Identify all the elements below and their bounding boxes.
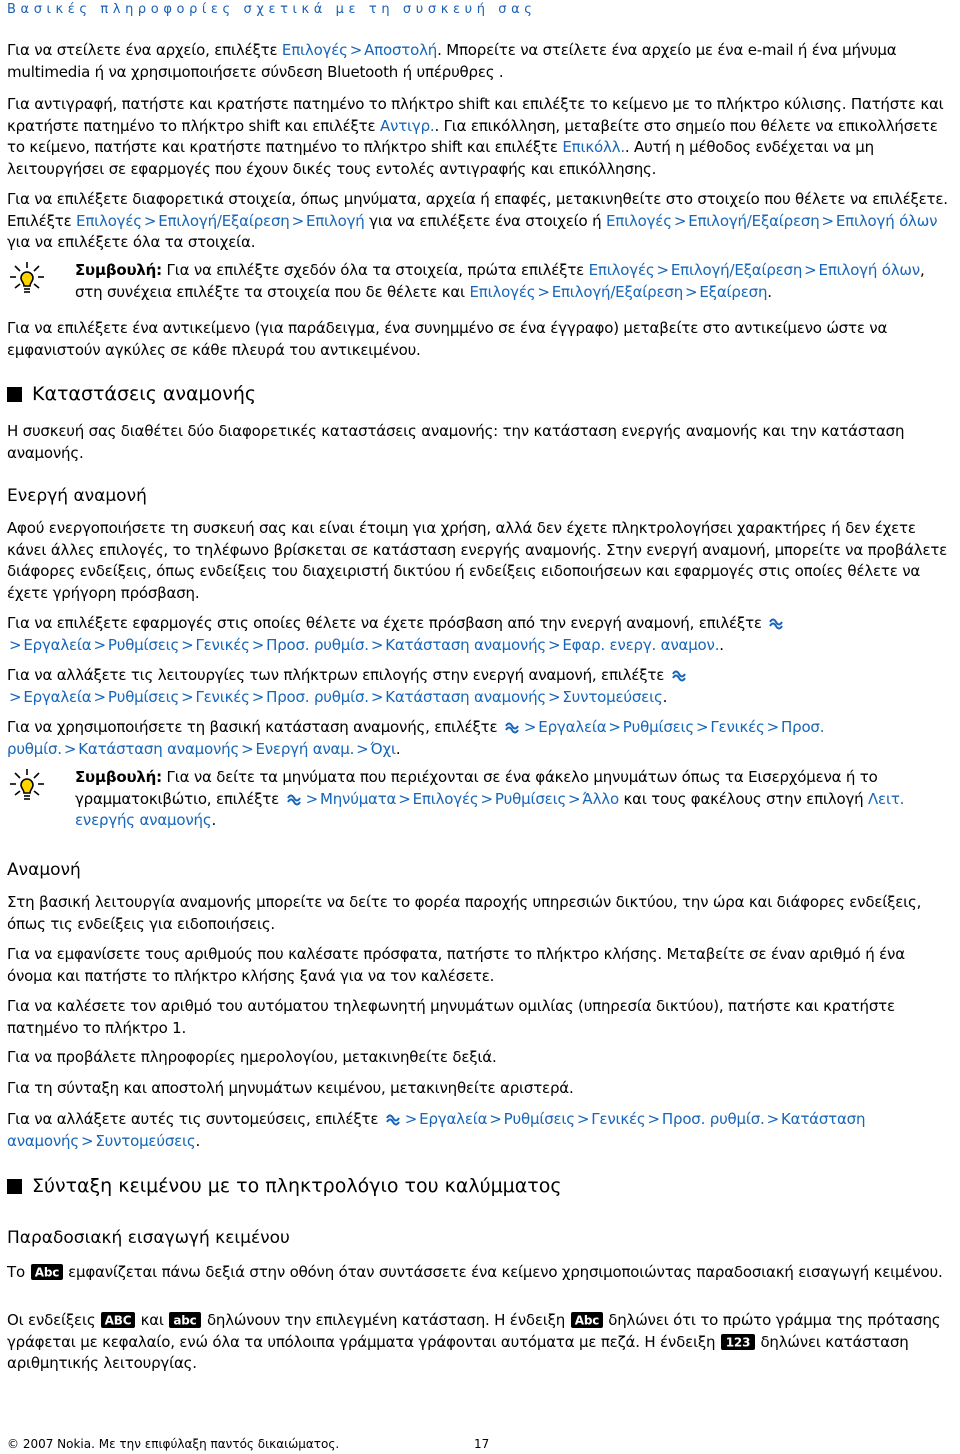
link-no[interactable]: Όχι bbox=[370, 739, 396, 758]
change-shortcuts-paragraph: Για να αλλάξετε αυτές τις συντομεύσεις, επιλέξτε > Εργαλεία > Ρυθμίσεις > Γενικές > Προσ. ρυθμίσ. > Κατάσταση αναμονής > Συντομεύσεις. bbox=[7, 1110, 866, 1150]
tip-box: Συμβουλή: Για να δείτε τα μηνύματα που περιέχονται σε ένα φάκελο μηνυμάτων όπως τα Εισερχόμενα ή το γραμματοκιβώτιο, επιλέξτε > Μηνύματα > Επιλογές > Ρυθμίσεις > Άλλο και τους φακέλους στην επιλογή Λειτ. ενεργής αναμονής. bbox=[7, 767, 953, 832]
menu-key-icon bbox=[286, 792, 302, 806]
link-general[interactable]: Γενικές bbox=[591, 1110, 646, 1128]
link-standby-mode[interactable]: Κατάσταση αναμονής bbox=[385, 687, 547, 706]
abc-mixed-icon bbox=[571, 1312, 603, 1328]
calendar-paragraph: Για να προβάλετε πληροφορίες ημερολογίου, μετακινηθείτε δεξιά. bbox=[7, 1048, 497, 1066]
send-file-paragraph: Για να στείλετε ένα αρχείο, επιλέξτε Επιλογές > Αποστολή. Μπορείτε να στείλετε ένα αρχείο με ένα e-mail ή ένα μήνυμα multimedia ή να χρησιμοποιήσετε σύνδεση Bluetooth ή υπέρυθρες . bbox=[7, 41, 897, 81]
link-general[interactable]: Γενικές bbox=[710, 718, 765, 736]
svg-text:Abc: Abc bbox=[34, 1265, 59, 1280]
link-paste[interactable]: Επικόλλ. bbox=[562, 138, 625, 156]
link-active-standby-mode[interactable]: Λειτ. ενεργής αναμονής bbox=[75, 789, 905, 829]
link-copy[interactable]: Αντιγρ. bbox=[379, 116, 435, 135]
link-personalization[interactable]: Προσ. ρυθμίσ. bbox=[266, 635, 369, 654]
lightbulb-icon bbox=[7, 767, 51, 809]
link-settings[interactable]: Ρυθμίσεις bbox=[503, 1110, 575, 1128]
link-tools[interactable]: Εργαλεία bbox=[23, 635, 92, 654]
link-options[interactable]: Επιλογές bbox=[412, 789, 479, 808]
svg-text:Abc: Abc bbox=[574, 1313, 599, 1328]
link-options[interactable]: Επιλογές bbox=[469, 282, 536, 301]
link-shortcuts[interactable]: Συντομεύσεις bbox=[562, 687, 663, 706]
link-personalization[interactable]: Προσ. ρυθμίσ. bbox=[661, 1110, 765, 1128]
menu-key-icon bbox=[768, 616, 784, 630]
link-settings[interactable]: Ρυθμίσεις bbox=[107, 635, 180, 654]
link-mark-all[interactable]: Επιλογή όλων bbox=[835, 211, 938, 230]
standby-paragraph: Στη βασική λειτουργία αναμονής μπορείτε να δείτε το φορέα παροχής υπηρεσιών δικτύου, την ώρα και διάφορες ενδείξεις, όπως τις ενδείξεις για ειδοποιήσεις. bbox=[7, 893, 922, 933]
link-standby-mode[interactable]: Κατάσταση αναμονής bbox=[385, 635, 547, 654]
link-settings[interactable]: Ρυθμίσεις bbox=[622, 718, 695, 736]
link-send[interactable]: Αποστολή bbox=[364, 41, 438, 59]
link-mark-unmark[interactable]: Επιλογή/Εξαίρεση bbox=[688, 211, 820, 230]
link-tools[interactable]: Εργαλεία bbox=[538, 718, 607, 736]
link-tools[interactable]: Εργαλεία bbox=[419, 1110, 488, 1128]
link-general[interactable]: Γενικές bbox=[195, 687, 250, 706]
link-mark[interactable]: Επιλογή bbox=[305, 211, 365, 230]
subheading-active-standby: Ενεργή αναμονή bbox=[7, 486, 147, 506]
menu-key-icon bbox=[504, 720, 520, 734]
active-standby-paragraph: Αφού ενεργοποιήσετε τη συσκευή σας και είναι έτοιμη για χρήση, αλλά δεν έχετε πληκτρολογήσει χαρακτήρες ή δεν έχετε κάνει άλλες επιλογές, το τηλέφωνο βρίσκεται σε κατάσταση ενεργής αναμονής. Στην ενεργή αναμονή, μπορείτε να προβάλετε διάφορες ενδείξεις, όπως ενδείξεις του διαχειριστή δικτύου ή ενδείξεις ειδοποιήσεων και εφαρμογές στις οποίες θέλετε να έχετε γρήγορη πρόσβαση. bbox=[7, 519, 948, 602]
active-apps-paragraph: Για να επιλέξετε εφαρμογές στις οποίες θέλετε να έχετε πρόσβαση από την ενεργή αναμονή, επιλέξτε > Εργαλεία > Ρυθμίσεις > Γενικές > Προσ. ρυθμίσ. > Κατάσταση αναμονής > Εφαρ. ενεργ. αναμον.. bbox=[7, 613, 953, 656]
subheading-traditional-input: Παραδοσιακή εισαγωγή κειμένου bbox=[7, 1228, 290, 1248]
link-options[interactable]: Επιλογές bbox=[605, 211, 672, 230]
menu-key-icon bbox=[671, 668, 687, 682]
select-object-paragraph: Για να επιλέξετε ένα αντικείμενο (για παράδειγμα, ένα συνημμένο σε ένα έγγραφο) μεταβείτε στο αντικείμενο ώστε να εμφανιστούν αγκύλες σε κάθε πλευρά του αντικειμένου. bbox=[7, 319, 888, 359]
link-general[interactable]: Γενικές bbox=[195, 635, 250, 654]
idle-modes-paragraph: Η συσκευή σας διαθέτει δύο διαφορετικές καταστάσεις αναμονής: την κατάσταση ενεργής αναμονής και την κατάσταση αναμονής. bbox=[7, 422, 905, 462]
abc-lower-icon bbox=[169, 1312, 201, 1328]
softkeys-paragraph: Για να αλλάξετε τις λειτουργίες των πλήκτρων επιλογής στην ενεργή αναμονή, επιλέξτε > Εργαλεία > Ρυθμίσεις > Γενικές > Προσ. ρυθμίσ. > Κατάσταση αναμονής > Συντομεύσεις. bbox=[7, 665, 953, 708]
section-square-icon bbox=[7, 1179, 22, 1194]
link-mark-unmark[interactable]: Επιλογή/Εξαίρεση bbox=[158, 211, 290, 230]
svg-text:ABC: ABC bbox=[104, 1313, 132, 1328]
abc-upper-icon bbox=[101, 1312, 135, 1328]
link-shortcuts[interactable]: Συντομεύσεις bbox=[95, 1131, 196, 1150]
traditional-indicator-paragraph: Το Abc εμφανίζεται πάνω δεξιά στην οθόνη όταν συντάσσετε ένα κείμενο χρησιμοποιώντας παραδοσιακή εισαγωγή κειμένου. bbox=[7, 1263, 943, 1281]
link-mark-all[interactable]: Επιλογή όλων bbox=[818, 261, 920, 279]
link-personalization[interactable]: Προσ. ρυθμίσ. bbox=[7, 718, 825, 758]
copyright-text: © 2007 Nokia. Με την επιφύλαξη παντός δικαιώματος. bbox=[7, 1437, 340, 1451]
link-active-standby-apps[interactable]: Εφαρ. ενεργ. αναμον. bbox=[562, 635, 720, 654]
numeric-mode-icon bbox=[721, 1334, 755, 1350]
page-header: Βασικές πληροφορίες σχετικά με τη συσκευή σας bbox=[7, 2, 537, 17]
link-options[interactable]: Επιλογές bbox=[588, 261, 655, 279]
link-options[interactable]: Επιλογές bbox=[281, 41, 348, 59]
page-number: 17 bbox=[474, 1437, 490, 1451]
link-other[interactable]: Άλλο bbox=[582, 789, 619, 808]
link-mark-unmark[interactable]: Επιλογή/Εξαίρεση bbox=[551, 282, 684, 301]
link-tools[interactable]: Εργαλεία bbox=[23, 687, 92, 706]
link-active-standby[interactable]: Ενεργή αναμ. bbox=[255, 739, 355, 758]
tip-label: Συμβουλή: bbox=[75, 261, 162, 279]
section-heading-idle: Καταστάσεις αναμονής bbox=[7, 381, 953, 407]
basic-standby-paragraph: Για να χρησιμοποιήσετε τη βασική κατάσταση αναμονής, επιλέξτε > Εργαλεία > Ρυθμίσεις > Γενικές > Προσ. ρυθμίσ. > Κατάσταση αναμονής > Ενεργή αναμ. > Όχι. bbox=[7, 718, 825, 758]
recent-calls-paragraph: Για να εμφανίσετε τους αριθμούς που καλέσατε πρόσφατα, πατήστε το πλήκτρο κλήσης. Μεταβείτε σε έναν αριθμό ή ένα όνομα και πατήστε το πλήκτρο κλήσης ξανά για να τον καλέσετε. bbox=[7, 945, 905, 985]
tip-box: Συμβουλή: Για να επιλέξτε σχεδόν όλα τα στοιχεία, πρώτα επιλέξτε Επιλογές > Επιλογή/Εξαίρεση > Επιλογή όλων, στη συνέχεια επιλέξτε τα στοιχεία που δε θέλετε και Επιλογές > Επιλογή/Εξαίρεση > Εξαίρεση. bbox=[7, 260, 953, 303]
link-personalization[interactable]: Προσ. ρυθμίσ. bbox=[266, 687, 369, 706]
lightbulb-icon bbox=[7, 260, 51, 302]
copy-paste-paragraph: Για αντιγραφή, πατήστε και κρατήστε πατημένο το πλήκτρο shift και επιλέξτε το κείμενο με το πλήκτρο κύλισης. Πατήστε και κρατήστε πατημένο το πλήκτρο shift και επιλέξτε Αντιγρ.. Για επικόλληση, μεταβείτε στο σημείο που θέλετε να επικολλήσετε το κείμενο, πατήστε και κρατήστε πατημένο το πλήκτρο shift και επιλέξτε Επικόλλ.. Αυτή η μέθοδος ενδέχεται να μη λειτουργήσει σε εφαρμογές που έχουν δικές τους εντολές αντιγραφής και επικόλλησης. bbox=[7, 95, 944, 178]
svg-text:abc: abc bbox=[173, 1313, 197, 1328]
section-square-icon bbox=[7, 387, 22, 402]
select-items-paragraph: Για να επιλέξετε διαφορετικά στοιχεία, όπως μηνύματα, αρχεία ή επαφές, μετακινηθείτε στο στοιχείο που θέλετε να επιλέξετε. Επιλέξτε Επιλογές > Επιλογή/Εξαίρεση > Επιλογή για να επιλέξετε ένα στοιχείο ή Επιλογές > Επιλογή/Εξαίρεση > Επιλογή όλων για να επιλέξετε όλα τα στοιχεία. bbox=[7, 190, 948, 251]
link-messaging[interactable]: Μηνύματα bbox=[319, 789, 397, 808]
link-standby-mode[interactable]: Κατάσταση αναμονής bbox=[78, 739, 240, 758]
tip-label: Συμβουλή: bbox=[75, 768, 162, 786]
svg-text:123: 123 bbox=[725, 1335, 751, 1349]
section-heading-keyboard: Σύνταξη κειμένου με το πληκτρολόγιο του καλύμματος bbox=[7, 1173, 953, 1199]
abc-mixed-icon bbox=[31, 1264, 63, 1280]
link-unmark[interactable]: Εξαίρεση bbox=[699, 282, 768, 301]
link-options[interactable]: Επιλογές bbox=[76, 211, 142, 230]
link-settings[interactable]: Ρυθμίσεις bbox=[494, 789, 567, 808]
messages-paragraph: Για τη σύνταξη και αποστολή μηνυμάτων κειμένου, μετακινηθείτε αριστερά. bbox=[7, 1079, 574, 1097]
link-mark-unmark[interactable]: Επιλογή/Εξαίρεση bbox=[670, 261, 803, 279]
indicators-paragraph: Οι ενδείξεις ABC και abc δηλώνουν την επιλεγμένη κατάσταση. Η ένδειξη Abc δηλώνει ότι το πρώτο γράμμα της πρότασης γράφεται με κεφαλαίο, ενώ όλα τα υπόλοιπα γράμματα γράφονται αυτόματα με πεζά. Η ένδειξη 123 δηλώνει κατάσταση αριθμητικής λειτουργίας. bbox=[7, 1311, 941, 1372]
link-standby-mode[interactable]: Κατάσταση αναμονής bbox=[7, 1110, 866, 1150]
menu-key-icon bbox=[385, 1112, 401, 1126]
page-footer bbox=[7, 1437, 490, 1451]
link-settings[interactable]: Ρυθμίσεις bbox=[107, 687, 180, 706]
voicemail-paragraph: Για να καλέσετε τον αριθμό του αυτόματου τηλεφωνητή μηνυμάτων ομιλίας (υπηρεσία δικτύου), πατήστε και κρατήστε πατημένο το πλήκτρο 1. bbox=[7, 997, 895, 1037]
subheading-standby: Αναμονή bbox=[7, 860, 81, 880]
